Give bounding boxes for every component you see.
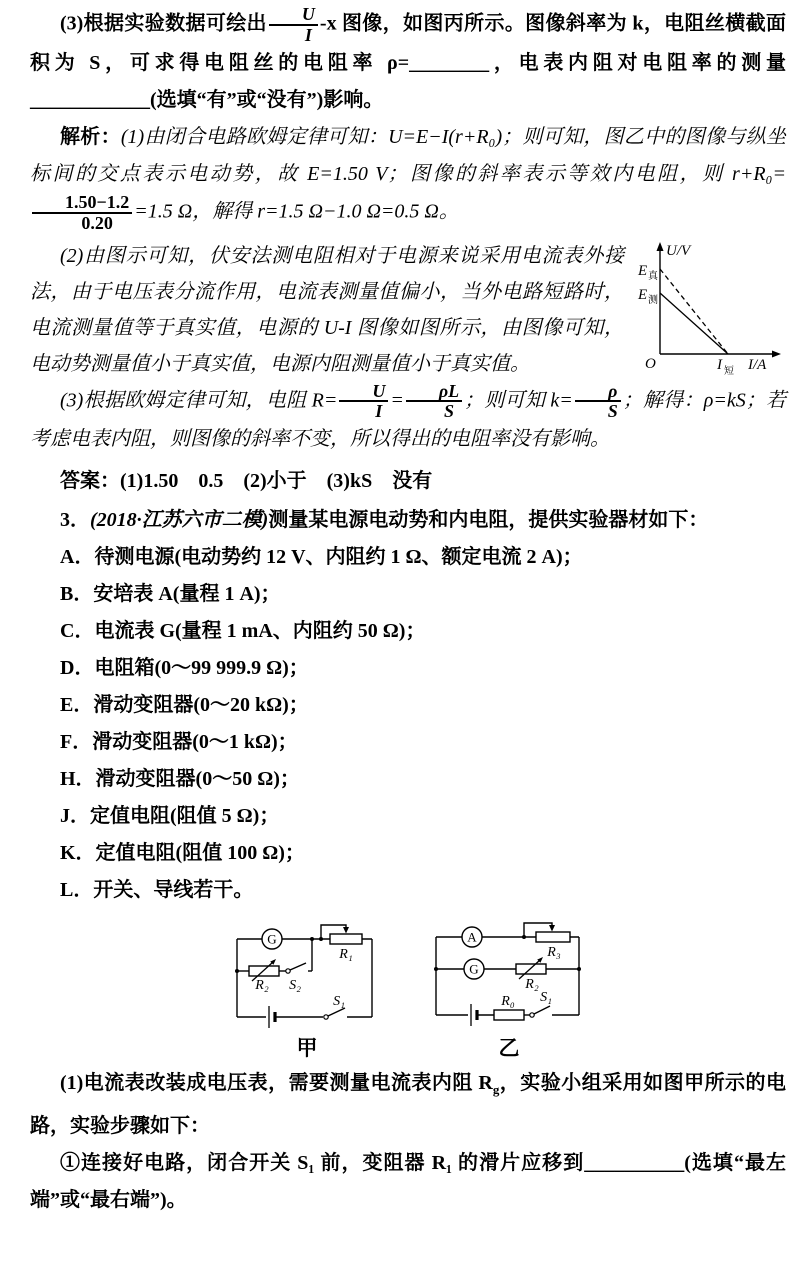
graph-axes <box>660 248 775 354</box>
junction-dot <box>310 937 314 941</box>
list-item: L．开关、导线若干。 <box>60 879 254 902</box>
rg-subscript: g <box>492 1082 500 1098</box>
junction-dot <box>577 967 581 971</box>
resistor-box-r1 <box>330 934 362 944</box>
fraction-u-over-i-2: $\frac{U}{I}$ <box>339 382 388 422</box>
list-item: H．滑动变阻器(0～50 Ω)； <box>60 768 300 791</box>
ui-graph-svg <box>636 238 786 378</box>
battery-symbol <box>471 1004 477 1026</box>
junction-dot <box>319 937 323 941</box>
list-item: F．滑动变阻器(0～1 kΩ)； <box>60 731 298 754</box>
solution-part3-paragraph <box>30 382 786 459</box>
equipment-list <box>30 539 786 909</box>
question3-number: 3． <box>60 509 90 532</box>
circuit-yi-caption: 乙 <box>498 1036 520 1061</box>
junction-dot <box>235 969 239 973</box>
solution3-pre-text: (3)根据欧姆定律可知，电阻 R= <box>60 389 338 412</box>
circuit-yi-figure <box>424 917 594 1061</box>
battery-symbol <box>269 1006 275 1028</box>
galvanometer-g-label: G <box>267 931 277 947</box>
question-part3-paragraph <box>30 5 786 119</box>
e-true-subscript: 真 <box>648 270 658 282</box>
s2-label: S₂ <box>289 978 301 994</box>
question3-stem-text: 测量某电源电动势和内电阻，提供实验器材如下： <box>268 509 709 532</box>
solution3-post-text: ；解得：ρ=kS；若考虑电表内阻，则图像的斜率不变，所以得出的电阻率没有影响。 <box>30 389 786 451</box>
circuit-diagrams-row <box>30 917 786 1061</box>
fraction-rho-over-s: $\frac{\rho}{S}$ <box>575 382 621 422</box>
solution-part2-block <box>30 238 786 382</box>
e-true-label: E <box>638 262 648 279</box>
part1-post-text: ，实验小组采用如图甲所示的电路，实验步骤如下： <box>30 1072 787 1138</box>
origin-label: O <box>645 355 656 372</box>
list-item: D．电阻箱(0～99 999.9 Ω)； <box>60 657 309 680</box>
solution1-pre-text: (1)由闭合电路欧姆定律可知：U=E−I(r+R₀)；则可知，图乙中的图像与纵坐标间的交点表示电动势，故 E=1.50 V；图像的斜率表示等效内电阻，则 r+R₀= <box>30 125 786 185</box>
e-measured-subscript: 测 <box>648 294 658 306</box>
junction-dot <box>434 967 438 971</box>
fraction-u-over-i: $\frac{U}{I}$ <box>269 5 318 45</box>
junction-dot <box>522 935 526 939</box>
list-item: A．待测电源(电动势约 12 V、内阻约 1 Ω、额定电流 2 A)； <box>60 546 583 569</box>
solution-part1-paragraph <box>30 119 786 233</box>
x-axis-label: I/A <box>748 356 767 373</box>
switch-s1 <box>530 1006 550 1017</box>
fraction-rho-l-over-s: $\frac{\rho L}{S}$ <box>406 382 462 422</box>
fraction-150-minus-12-over-020: $\frac{1.50-1.2}{0.20}$ <box>32 193 132 233</box>
circuit-jia-caption: 甲 <box>296 1036 318 1061</box>
part3-pre-text: (3)根据实验数据可绘出 <box>60 12 267 35</box>
answer-line <box>30 463 786 500</box>
i-short-label: I <box>717 356 722 373</box>
list-item: E．滑动变阻器(0～20 kΩ)； <box>60 694 309 717</box>
equals-sign: = <box>390 389 404 412</box>
r3-label: R₃ <box>547 945 561 961</box>
answer-label: 答案： <box>60 470 120 493</box>
circuit-yi-svg <box>424 917 594 1035</box>
question3-source: (2018·江苏六市二模) <box>90 509 269 532</box>
part1-pre-text: (1)电流表改装成电压表，需要测量电流表内阻 R <box>60 1072 493 1095</box>
rheostat-box-r3 <box>536 932 570 942</box>
r1-label: R₁ <box>339 947 353 963</box>
circuit-jia-svg <box>222 917 392 1035</box>
s1-label: S₁ <box>540 990 552 1006</box>
s1-label: S₁ <box>333 994 345 1010</box>
measured-emf-solid-line <box>660 293 728 354</box>
resistor-box-r0 <box>494 1010 524 1020</box>
solution1-post-text: =1.5 Ω，解得 r=1.5 Ω−1.0 Ω=0.5 Ω。 <box>134 200 459 223</box>
answer-text: (1)1.50 0.5 (2)小于 (3)kS 没有 <box>120 470 433 493</box>
question3-step1-paragraph <box>30 1145 786 1219</box>
list-item: K．定值电阻(阻值 100 Ω)； <box>60 842 305 865</box>
y-axis-label: U/V <box>666 242 691 259</box>
r1-slider-arrowhead <box>343 927 349 934</box>
list-item: B．安培表 A(量程 1 A)； <box>60 583 281 606</box>
switch-s1 <box>324 1008 345 1019</box>
list-item: C．电流表 G(量程 1 mA、内阻约 50 Ω)； <box>60 620 426 643</box>
solution-label: 解析： <box>60 125 121 148</box>
ui-graph-figure <box>636 238 786 378</box>
question3-stem <box>30 502 786 539</box>
part3-post-text: -x 图像，如图丙所示。图像斜率为 k，电阻丝横截面积为 S，可求得电阻丝的电阻率 ρ=________，电表内阻对电阻率的测量____________(选填“有”或“没有”)影响。 <box>30 12 786 111</box>
y-axis-arrowhead <box>657 242 664 251</box>
question3-part1-paragraph <box>30 1065 786 1145</box>
i-short-subscript: 短 <box>724 365 734 377</box>
switch-s2 <box>286 963 306 973</box>
r0-label: R₀ <box>501 994 515 1010</box>
circuit-jia-figure <box>222 917 392 1061</box>
r2-label: R₂ <box>255 978 269 994</box>
solution2-text: (2)由图示可知，伏安法测电阻相对于电源来说采用电流表外接法，由于电压表分流作用，电流表测量值偏小，当外电路短路时，电流测量值等于真实值，电源的 U-I 图像如图所示，由图像可知，电动势测量值小于真实值，电源内阻测量值小于真实值。 <box>30 244 624 375</box>
solution3-mid-text: ；则可知 k= <box>464 389 573 412</box>
x-axis-arrowhead <box>772 350 781 357</box>
galvanometer-g-label: G <box>469 961 479 977</box>
step1-text: ①连接好电路，闭合开关 S₁ 前，变阻器 R₁ 的滑片应移到__________(选填“最左端”或“最右端”)。 <box>30 1152 786 1212</box>
r3-slider-arrowhead <box>549 925 555 932</box>
ammeter-a-label: A <box>467 929 477 945</box>
list-item: J．定值电阻(阻值 5 Ω)； <box>60 805 280 828</box>
true-emf-dashed-line <box>660 269 728 354</box>
r2-label: R₂ <box>525 977 539 993</box>
e-measured-label: E <box>638 286 648 303</box>
